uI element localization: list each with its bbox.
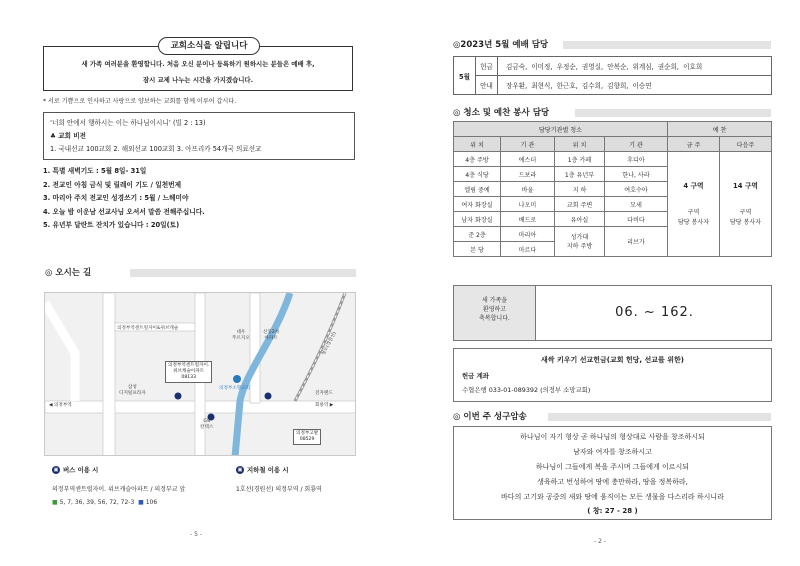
map-label-daewoo: 대우 푸르지오 (232, 330, 250, 341)
account-number: 수협은행 033-01-089392 (의정부 소망교회) (462, 386, 591, 394)
table-cell: 1층 카페 (555, 152, 605, 167)
this-week-group: 4 구역 (683, 182, 704, 190)
road-east (250, 293, 260, 403)
table-cell: 리브가 (605, 227, 668, 257)
map-label-gs: GS 칼텍스 (200, 419, 214, 430)
table-cell: 마리아 (501, 227, 555, 242)
subway-icon: ▣ (237, 467, 243, 473)
worship-month: 5월 (454, 57, 476, 95)
welcome-value: 06. ~ 162. (615, 305, 694, 320)
next-week-sub: 구역 담당 봉사자 (729, 209, 762, 226)
map-label-samsung: 삼성 디지털프라자 (119, 385, 146, 396)
worship-role: 헌금 (476, 57, 498, 76)
map-label-central: 의정부역센트럴자이. 위브캐슬아파트 08133 (165, 361, 212, 383)
table-cell: 후디아 (605, 152, 668, 167)
table-cell: 4층 식당 (454, 167, 501, 182)
table-cell: 본 당 (454, 242, 501, 257)
column-header: 기 관 (501, 137, 555, 152)
location-map (44, 292, 356, 456)
worship-table (453, 56, 772, 95)
worship-role: 안내 (476, 76, 498, 95)
church-marker (233, 375, 241, 383)
table-row (454, 76, 772, 95)
right-page-number: - 2 - (594, 538, 606, 545)
table-cell: 1층 유년부 (555, 167, 605, 182)
this-week-sub: 구역 담당 봉사자 (677, 209, 710, 226)
vision-title: ♣ 교회 비전 (50, 132, 86, 140)
table-row (454, 122, 772, 137)
map-label-electronics: 전자랜드 (315, 391, 333, 396)
notice-line-2: 잠시 교제 나누는 시간을 가지겠습니다. (142, 76, 254, 84)
cleaning-praise-header: 예 찬 (668, 122, 772, 137)
scripture-line: 하나님이 그들에게 복을 주시며 그들에게 이르시되 (535, 463, 690, 471)
map-label-intersection: 회룡역 ▶ (315, 403, 334, 408)
announcement-item: 4. 오늘 밤 이운남 선교사님 오셔서 말씀 전해주십니다. (43, 207, 205, 216)
notice-line-1: 새 가족 여러분을 환영합니다. 처음 오신 분이나 등록하기 원하시는 분들은 예배 후, (81, 60, 315, 68)
column-header: 위 치 (555, 137, 605, 152)
bus-routes-text: 5, 7, 36, 39, 56, 72, 72-3 (59, 499, 135, 506)
scripture-line: 바다의 고기와 공중의 새와 땅에 움직이는 모든 생물을 다스리라 하시니라 (501, 493, 724, 501)
announcement-item: 1. 특별 새벽기도 : 5월 8일- 31일 (43, 167, 147, 175)
map-label-church: 의정부소망교회 (219, 386, 251, 391)
bus-stop-text: 의정부역센트럴자이. 위브캐슬아파트 / 의정부교 앞 (52, 486, 186, 493)
table-cell: 성가대 지하 주방 (555, 227, 605, 257)
cleaning-title: ◎ 청소 및 예찬 봉사 담당 (453, 108, 550, 118)
map-label-top: 의정부역센트럴자이&위브캐슬 (117, 326, 179, 331)
bus-stop-marker (265, 393, 272, 400)
worship-title: ◎2023년 5월 예배 담당 (453, 40, 549, 50)
welcome-label: 새 가족을 환영하고 축복합니다. (454, 286, 536, 340)
announcement-list (43, 165, 205, 233)
table-cell: 나오미 (501, 197, 555, 212)
column-header: 기 관 (605, 137, 668, 152)
table-cell: 드보라 (501, 167, 555, 182)
column-header: 다음주 (720, 137, 772, 152)
cleaning-bar (575, 109, 771, 117)
column-header: 위 치 (454, 137, 501, 152)
next-week-group: 14 구역 (733, 182, 758, 190)
cleaning-group-header: 담당기관별 청소 (454, 122, 668, 137)
column-header: 금 주 (668, 137, 720, 152)
subway-heading (236, 465, 289, 474)
table-cell: 에스더 (501, 152, 555, 167)
mission-offering-box (453, 348, 772, 402)
scripture-line: 생육하고 번성하여 땅에 충만하라, 땅을 정복하라, (537, 478, 688, 486)
bus-stop-marker (175, 393, 182, 400)
table-cell: 마르다 (501, 242, 555, 257)
announcement-item: 5. 유년부 달란트 잔치가 있습니다 : 20일(토) (43, 221, 180, 229)
account-label: 헌금 계좌 (462, 372, 489, 380)
greeting-note: * 서로 기쁨으로 인사하고 사랑으로 양보하는 교회를 함께 이루어 갑시다. (43, 98, 237, 105)
scripture-reference: ( 창: 27 - 28 ) (587, 507, 638, 515)
table-cell: 유아실 (555, 212, 605, 227)
table-cell: 교회 주변 (555, 197, 605, 212)
directions-bar (130, 269, 356, 277)
map-label-rail: 철도(경원선) (321, 331, 338, 357)
bus-route-icon: ■ (52, 499, 58, 506)
vision-box (43, 112, 355, 160)
vision-text: 1. 국내선교 100교회 2. 해외선교 100교회 3. 아프리카 54개국 의료선교 (50, 145, 262, 153)
table-cell: 모세 (605, 197, 668, 212)
bus-routes (52, 499, 157, 506)
scripture-line: 남자와 여자를 창조하시고 (573, 448, 652, 456)
scripture-bar (548, 413, 771, 421)
table-cell: 베드로 (501, 212, 555, 227)
map-label-school: 의정부고발 08529 (293, 429, 321, 445)
notice-title: 교회소식을 알립니다 (158, 37, 260, 55)
worship-names: 김금숙, 이미정, 우정순, 권영실, 안복순, 위계심, 권순희, 이호희 (498, 57, 772, 76)
verse-text: ‘너희 안에서 행하시는 이는 하나님이시니’ (빌 2 : 13) (50, 119, 206, 127)
welcome-box (453, 285, 772, 341)
map-label-station: ◀ 의정부역 (49, 403, 72, 408)
table-cell: 여호수아 (605, 182, 668, 197)
table-row (454, 152, 772, 167)
table-cell: 여자 화장실 (454, 197, 501, 212)
scripture-line: 하나님이 자기 형상 곧 하나님의 형상대로 사람을 창조하시되 (520, 433, 705, 441)
table-row (454, 57, 772, 76)
mission-title: 새싹 키우기 선교헌금(교회 헌당, 선교를 위한) (541, 356, 684, 364)
bus-title: 버스 이용 시 (63, 466, 99, 474)
table-cell: 준 2층 (454, 227, 501, 242)
bus-icon: ▣ (53, 467, 59, 473)
worship-names: 장우환, 최현식, 한근호, 김수희, 김향희, 이승연 (498, 76, 772, 95)
table-row (454, 137, 772, 152)
scripture-title: ◎ 이번 주 성구암송 (453, 412, 527, 422)
next-week-cell (720, 152, 772, 257)
table-cell: 남자 화장실 (454, 212, 501, 227)
bus-heading (52, 465, 98, 474)
left-page-number: - 5 - (190, 531, 202, 538)
directions-title: ◎ 오시는 길 (45, 268, 92, 278)
bus-route-icon-2: ■ (138, 499, 144, 506)
subway-title: 지하철 이용 시 (247, 466, 289, 474)
bus-routes-text-2: 106 (145, 499, 158, 506)
table-cell: 다비다 (605, 212, 668, 227)
this-week-cell (668, 152, 720, 257)
scripture-box (453, 426, 772, 520)
table-cell: 4층 주방 (454, 152, 501, 167)
table-cell: 바울 (501, 182, 555, 197)
worship-bar (563, 41, 771, 49)
map-label-shindong: 신동2차 아파트 (263, 330, 280, 341)
table-cell: 지 하 (555, 182, 605, 197)
table-cell: 한나, 사라 (605, 167, 668, 182)
announcement-item: 2. 전교인 아침 금식 및 릴레이 기도 / 일천번제 (43, 180, 182, 189)
table-cell: 엘림 중예 (454, 182, 501, 197)
cleaning-table (453, 121, 772, 257)
announcement-item: 3. 마리아 주치 전교인 성경쓰기 : 5월 / 느헤미야 (43, 194, 189, 202)
subway-text: 1호선(경원선) 의정부역 / 회룡역 (236, 486, 322, 493)
road-west (103, 293, 115, 456)
